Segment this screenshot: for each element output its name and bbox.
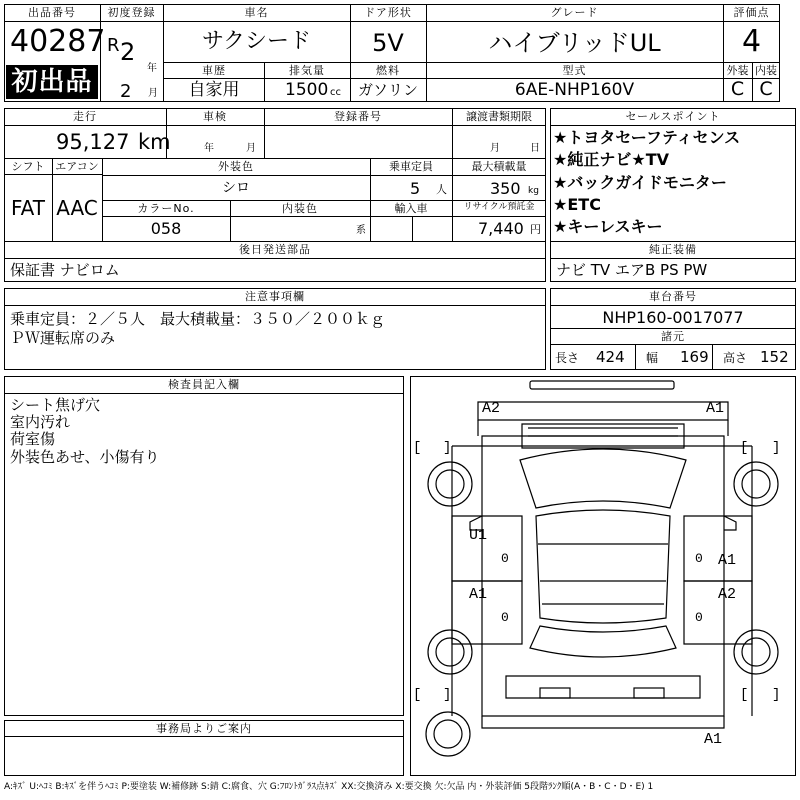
bracket-close: ] — [772, 440, 781, 456]
damage-mark-front-right: A1 — [706, 400, 725, 417]
inspection-month-unit: 月 — [246, 143, 256, 154]
roof-strip — [530, 381, 674, 389]
divider — [723, 21, 780, 22]
rear-panel — [506, 676, 700, 698]
bracket-close: ] — [443, 440, 452, 456]
model-code: 6AE-NHP160V — [514, 80, 635, 100]
right-front-door — [684, 516, 752, 581]
dimensions-header: 諸元 — [661, 330, 685, 343]
width-label: 幅 — [646, 351, 659, 365]
zero-mark: 0 — [501, 610, 509, 625]
wheel-front-left-inner — [436, 470, 464, 498]
later-parts-header: 後日発送部品 — [239, 243, 311, 256]
inspector-note: 外装色あせ、小傷有り — [10, 448, 160, 466]
divider — [102, 200, 546, 201]
divider — [4, 125, 546, 126]
divider — [102, 216, 546, 217]
divider — [163, 62, 723, 63]
first-reg-month: 2 — [120, 81, 132, 102]
divider — [100, 21, 723, 22]
later-parts: 保証書 ナビロム — [10, 261, 120, 279]
divider — [4, 241, 546, 242]
damage-mark-rear: A1 — [704, 731, 723, 748]
aircon-header: エアコン — [55, 160, 99, 173]
spare-tire-inner — [434, 720, 462, 748]
sales-point: ★純正ナビ★TV — [553, 150, 669, 169]
damage-mark-right-rear-door: A2 — [718, 586, 737, 603]
exterior-score: C — [730, 78, 745, 100]
history: 自家用 — [188, 80, 240, 100]
transfer-month-unit: 月 — [490, 143, 500, 154]
max-load: 350 — [490, 179, 521, 198]
capacity: 5 — [410, 179, 421, 198]
grille-lines — [528, 428, 678, 436]
tail-lamp-left — [540, 688, 570, 698]
divider — [550, 328, 796, 329]
divider — [4, 174, 102, 175]
max-load-header: 最大積載量 — [471, 160, 527, 173]
roof — [536, 510, 670, 623]
wheel-rear-left — [428, 630, 472, 674]
divider — [102, 175, 546, 176]
divider — [550, 241, 796, 242]
capacity-unit: 人 — [436, 183, 447, 196]
first-reg-era: R — [107, 35, 120, 56]
front-bumper — [478, 402, 728, 420]
int-color-header: 内装色 — [282, 202, 318, 215]
divider — [550, 125, 796, 126]
bracket-open: [ — [413, 687, 422, 703]
bracket-open: [ — [740, 440, 749, 456]
color-no: 058 — [150, 219, 182, 238]
sales-point: ★トヨタセーフティセンス — [553, 128, 741, 147]
model-header: 型式 — [562, 64, 587, 77]
car-name-header: 車名 — [244, 6, 269, 19]
door-header: ドア形状 — [364, 6, 412, 19]
shift: FAT — [10, 196, 45, 220]
interior-score: C — [759, 78, 773, 100]
divider — [4, 305, 546, 306]
overall-score: 4 — [741, 24, 762, 59]
grade-header: グレード — [550, 6, 599, 19]
divider — [550, 305, 796, 306]
left-front-door — [452, 516, 522, 581]
score-header: 評価点 — [733, 6, 770, 19]
history-header: 車歴 — [202, 64, 226, 77]
legend: A:ｷｽﾞ U:ﾍｺﾐ B:ｷｽﾞを伴うﾍｺﾐ P:要塗装 W:補修跡 S:錆 C:腐食、穴 G:ﾌﾛﾝﾄｶﾞﾗｽ点ｷｽﾞ XX:交換済み X:要交換 欠:欠品 内・外装評価 5段階ﾗﾝｸ順(A・B・C・D・E) 1 — [4, 782, 654, 792]
wheel-front-left — [428, 462, 472, 506]
max-load-unit: kg — [528, 186, 539, 196]
inspector-note: 室内汚れ — [10, 413, 71, 431]
divider — [4, 258, 546, 259]
wheel-rear-left-inner — [436, 638, 464, 666]
wheel-front-right — [734, 462, 778, 506]
sales-point: ★ETC — [553, 195, 601, 214]
displacement-header: 排気量 — [289, 64, 325, 77]
sales-points-header: セールスポイント — [625, 110, 721, 123]
grade: ハイブリッドUL — [488, 29, 661, 57]
mileage-value: 95,127 — [56, 130, 130, 154]
zero-mark: 0 — [695, 610, 703, 625]
first-reg-year: 2 — [120, 38, 136, 66]
bracket-close: ] — [443, 687, 452, 703]
fuel-header: 燃料 — [376, 64, 400, 77]
bracket-open: [ — [740, 687, 749, 703]
divider — [412, 216, 413, 241]
inspection-year-unit: 年 — [204, 143, 214, 154]
divider — [550, 258, 796, 259]
chassis-no: NHP160-0017077 — [602, 308, 744, 327]
damage-mark-left-front-door: U1 — [469, 527, 488, 544]
lot-number: 40287 — [10, 24, 106, 59]
zero-mark: 0 — [501, 551, 509, 566]
inspector-note: 荷室傷 — [10, 430, 56, 448]
note-line: 乗車定員：２／５人 最大積載量：３５０／２００ｋｇ — [10, 310, 386, 328]
note-line: ＰＷ運転席のみ — [10, 329, 116, 347]
chassis-no-header: 車台番号 — [649, 290, 697, 303]
divider — [550, 344, 796, 345]
width-value: 169 — [680, 348, 709, 366]
divider — [4, 21, 100, 22]
first-listing-badge: 初出品 — [6, 65, 98, 99]
roof-lines — [538, 544, 668, 604]
divider — [635, 344, 636, 370]
body-outline — [482, 436, 724, 716]
damage-mark-left-rear-door: A1 — [469, 586, 488, 603]
damage-mark-right-front-door: A1 — [718, 552, 737, 569]
lot-number-header: 出品番号 — [28, 6, 76, 19]
divider — [4, 158, 546, 159]
length-value: 424 — [596, 348, 625, 366]
shift-header: シフト — [11, 160, 45, 173]
import-header: 輸入車 — [394, 202, 428, 215]
divider — [4, 736, 404, 737]
notes-header: 注意事項欄 — [245, 290, 305, 303]
transfer-docs-header: 譲渡書類期限 — [466, 110, 532, 123]
sales-point: ★キーレスキー — [553, 217, 663, 236]
aircon: AAC — [56, 196, 98, 220]
rear-window — [530, 626, 676, 657]
capacity-header: 乗車定員 — [389, 160, 433, 173]
int-color-unit: 系 — [356, 225, 366, 236]
divider — [4, 393, 404, 394]
year-unit: 年 — [147, 63, 157, 74]
displacement: 1500 — [285, 80, 329, 100]
recycle-fee: 7,440 — [478, 219, 524, 238]
inspector-header: 検査員記入欄 — [168, 378, 240, 391]
color-no-header: カラーNo. — [137, 202, 195, 215]
interior-header: 内装 — [755, 64, 777, 77]
mileage-header: 走行 — [73, 110, 97, 123]
mileage-unit: km — [138, 130, 171, 154]
ext-color-header: 外装色 — [218, 160, 254, 173]
door-type: 5V — [372, 29, 404, 57]
height-value: 152 — [760, 348, 789, 366]
length-label: 長さ — [555, 351, 580, 365]
month-unit: 月 — [148, 88, 158, 99]
office-header: 事務局よりご案内 — [156, 722, 252, 735]
genuine-equip: ナビ TV エアB PS PW — [556, 261, 708, 279]
wheel-rear-right — [734, 630, 778, 674]
cc-unit: cc — [330, 87, 341, 98]
wheel-front-right-inner — [742, 470, 770, 498]
windshield — [520, 449, 686, 508]
reg-no-header: 登録番号 — [334, 110, 382, 123]
tail-lamp-right — [634, 688, 664, 698]
bracket-close: ] — [772, 687, 781, 703]
rear-bumper — [482, 716, 724, 728]
wheel-rear-right-inner — [742, 638, 770, 666]
damage-mark-front-left: A2 — [482, 400, 501, 417]
height-label: 高さ — [723, 351, 748, 365]
divider — [163, 78, 723, 79]
spare-tire — [426, 712, 470, 756]
zero-mark: 0 — [695, 551, 703, 566]
exterior-header: 外装 — [726, 64, 749, 77]
recycle-unit: 円 — [530, 223, 541, 236]
car-name: サクシード — [201, 29, 312, 54]
mirror-right — [724, 516, 736, 530]
car-diagram — [410, 376, 796, 776]
inspector-note: シート焦げ穴 — [10, 396, 101, 414]
genuine-equip-header: 純正装備 — [649, 243, 697, 256]
recycle-header: リサイクル預託金 — [463, 202, 535, 212]
ext-color: シロ — [222, 180, 250, 196]
fuel: ガソリン — [357, 81, 418, 99]
first-reg-header: 初度登録 — [107, 6, 156, 19]
transfer-day-unit: 日 — [530, 143, 540, 154]
sales-point: ★バックガイドモニター — [553, 173, 727, 192]
bracket-open: [ — [413, 440, 422, 456]
divider — [712, 344, 713, 370]
inspection-header: 車検 — [203, 110, 227, 123]
